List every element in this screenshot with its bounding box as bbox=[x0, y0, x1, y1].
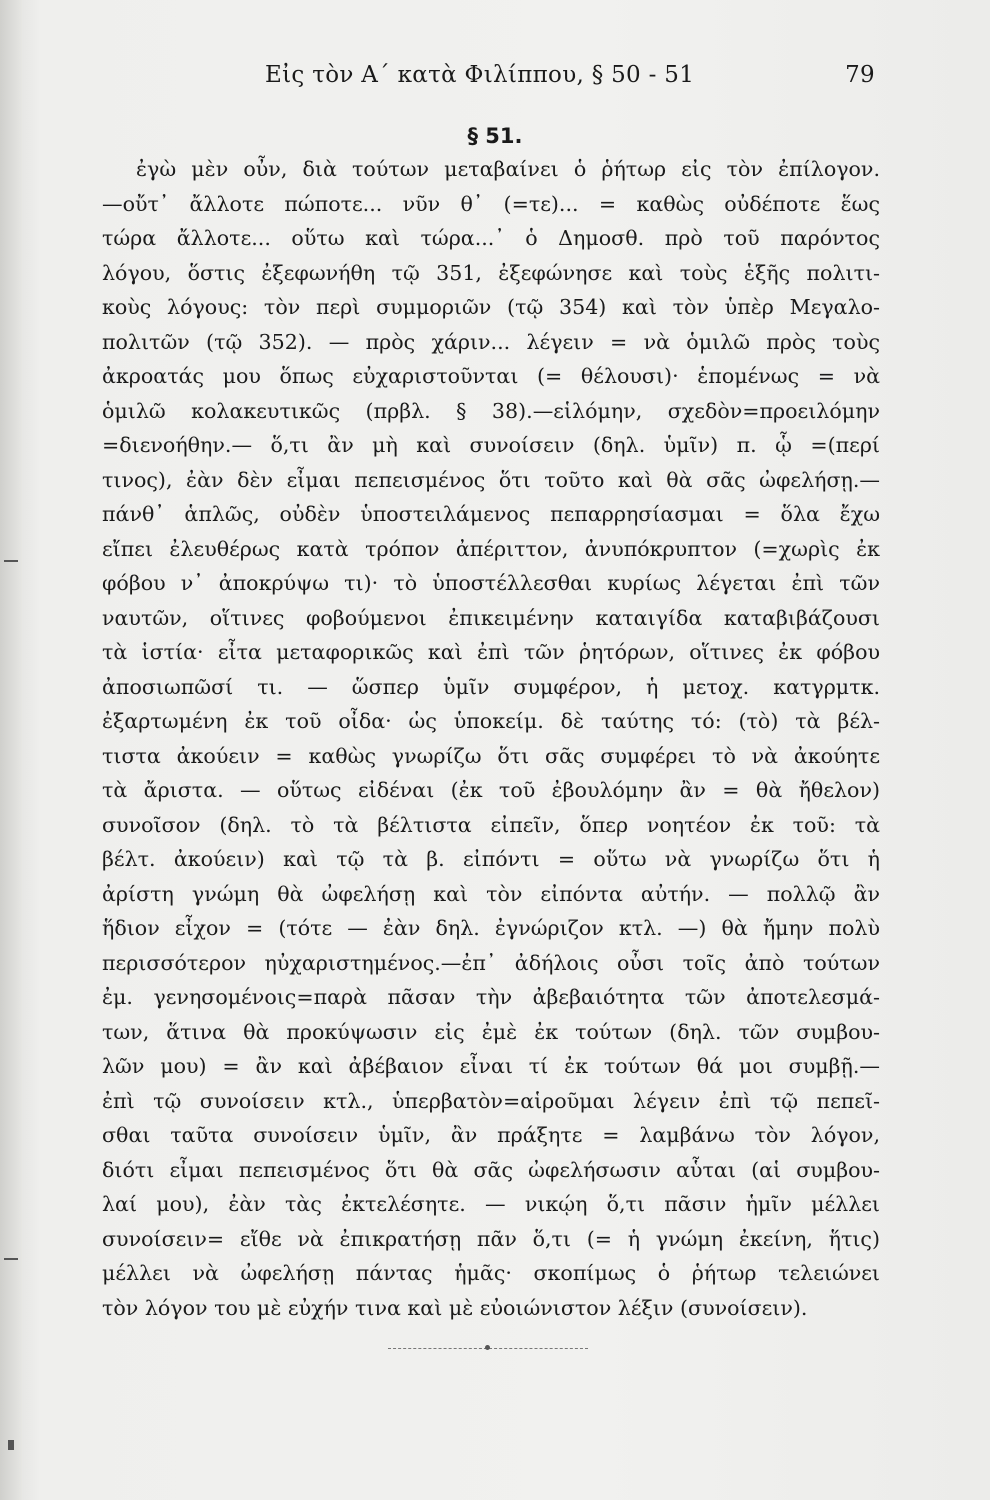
text-line: των, ἅτινα θὰ προκύψωσιν εἰς ἐμὲ ἐκ τούτων (δηλ. τῶν συμβου- bbox=[102, 1019, 880, 1044]
text-line: ἥδιον εἶχον = (τότε — ἐὰν δηλ. ἐγνώριζον κτλ. —) θὰ ἤμην πολὺ bbox=[102, 916, 880, 940]
text-line: ὁμιλῶ κολακευτικῶς (πρβλ. § 38).—εἱλόμην, σχεδὸν=προειλόμην bbox=[102, 398, 880, 423]
edge-mark bbox=[4, 560, 18, 562]
text-line: ἐμ. γενησομένοις=παρὰ πᾶσαν τὴν ἀβεβαιότητα τῶν ἀποτελεσμά- bbox=[102, 985, 880, 1009]
section-heading: § 51. bbox=[467, 124, 523, 148]
text-line: ἐγὼ μὲν οὖν, διὰ τούτων μεταβαίνει ὁ ῥήτωρ εἰς τὸν ἐπίλογον. bbox=[136, 157, 880, 181]
text-line: λῶν μου) = ἂν καὶ ἀβέβαιον εἶναι τί ἐκ τούτων θά μοι συμβῇ.— bbox=[102, 1054, 880, 1078]
text-line: τιστα ἀκούειν = καθὼς γνωρίζω ὅτι σᾶς συμφέρει τὸ νὰ ἀκούητε bbox=[102, 743, 880, 768]
text-line: ἐπὶ τῷ συνοίσειν κτλ., ὑπερβατὸν=αἱροῦμαι λέγειν ἐπὶ τῷ πεπεῖ- bbox=[102, 1088, 880, 1113]
text-line: εἴπει ἐλευθέρως κατὰ τρόπον ἀπέριττον, ἀνυπόκρυπτον (=χωρὶς ἐκ bbox=[102, 536, 880, 561]
text-line: διότι εἶμαι πεπεισμένος ὅτι θὰ σᾶς ὠφελήσωσιν αὗται (αἱ συμβου- bbox=[102, 1157, 880, 1182]
text-line: πάνθ᾽ ἁπλῶς, οὐδὲν ὑποστειλάμενος πεπαρρησίασμαι = ὅλα ἔχω bbox=[102, 502, 880, 526]
text-line: λαί μου), ἐὰν τὰς ἐκτελέσητε. — νικῴη ὅ,τι πᾶσιν ἡμῖν μέλλει bbox=[102, 1192, 880, 1216]
text-line: συνοίσειν= εἴθε νὰ ἐπικρατήσῃ πᾶν ὅ,τι (= ἡ γνώμη ἐκείνη, ἥτις) bbox=[102, 1226, 880, 1251]
edge-mark bbox=[8, 1440, 14, 1450]
text-line: βέλτ. ἀκούειν) καὶ τῷ τὰ β. εἰπόντι = οὕτω νὰ γνωρίζω ὅτι ἡ bbox=[102, 847, 880, 871]
text-line: κοὺς λόγους: τὸν περὶ συμμοριῶν (τῷ 354) καὶ τὸν ὑπὲρ Μεγαλο- bbox=[102, 295, 880, 319]
commentary-text bbox=[102, 152, 880, 1325]
header-title: Εἰς τὸν Α΄ κατὰ Φιλίππου, § 50 - 51 bbox=[265, 62, 695, 88]
text-line: ἀποσιωπῶσί τι. — ὥσπερ ὑμῖν συμφέρον, ἡ μετοχ. κατγρμτκ. bbox=[102, 674, 880, 699]
text-line: τὸν λόγον του μὲ εὐχήν τινα καὶ μὲ εὐοιώνιστον λέξιν (συνοίσειν). bbox=[102, 1295, 808, 1320]
text-line: —οὔτ᾽ ἄλλοτε πώποτε... νῦν θ᾽ (=τε)... = καθὼς οὐδέποτε ἕως bbox=[102, 191, 880, 216]
text-line: μέλλει νὰ ὠφελήσῃ πάντας ἡμᾶς· σκοπίμως ὁ ῥήτωρ τελειώνει bbox=[102, 1261, 880, 1285]
text-line: λόγου, ὅστις ἐξεφωνήθη τῷ 351, ἐξεφώνησε καὶ τοὺς ἑξῆς πολιτι- bbox=[102, 260, 880, 285]
text-line: συνοῖσον (δηλ. τὸ τὰ βέλτιστα εἰπεῖν, ὅπερ νοητέον ἐκ τοῦ: τὰ bbox=[102, 812, 880, 837]
page-binding-edge bbox=[0, 0, 22, 1500]
text-line: τώρα ἄλλοτε... οὕτω καὶ τώρα...᾽ ὁ Δημοσθ. πρὸ τοῦ παρόντος bbox=[102, 226, 880, 250]
page-number: 79 bbox=[845, 62, 875, 88]
text-line: τὰ ἱστία· εἶτα μεταφορικῶς καὶ ἐπὶ τῶν ῥητόρων, οἵτινες ἐκ φόβου bbox=[102, 640, 880, 664]
text-line: πολιτῶν (τῷ 352). — πρὸς χάριν... λέγειν = νὰ ὁμιλῶ πρὸς τοὺς bbox=[102, 329, 880, 354]
edge-mark bbox=[4, 1258, 18, 1260]
text-line: ναυτῶν, οἵτινες φοβούμενοι ἐπικειμένην καταιγίδα καταβιβάζουσι bbox=[102, 605, 880, 630]
text-line: ἐξαρτωμένη ἐκ τοῦ οἶδα· ὡς ὑποκείμ. δὲ ταύτης τό: (τὸ) τὰ βέλ- bbox=[102, 709, 880, 733]
text-line: σθαι ταῦτα συνοίσειν ὑμῖν, ἂν πράξητε = λαμβάνω τὸν λόγον, bbox=[102, 1123, 880, 1147]
running-header bbox=[265, 62, 875, 102]
text-line: ἀρίστη γνώμη θὰ ὠφελήσῃ καὶ τὸν εἰπόντα αὐτήν. — πολλῷ ἂν bbox=[102, 881, 880, 906]
text-line: ἀκροατάς μου ὅπως εὐχαριστοῦνται (= θέλουσι)· ἑπομένως = νὰ bbox=[102, 364, 880, 388]
text-line: περισσότερον ηὐχαριστημένος.—ἐπ᾽ ἀδήλοις οὖσι τοῖς ἀπὸ τούτων bbox=[102, 950, 880, 975]
text-line: φόβου ν᾽ ἀποκρύψω τι)· τὸ ὑποστέλλεσθαι κυρίως λέγεται ἐπὶ τῶν bbox=[102, 571, 880, 595]
text-line: =διενοήθην.— ὅ,τι ἂν μὴ καὶ συνοίσειν (δηλ. ὑμῖν) π. ᾧ =(περί bbox=[102, 433, 880, 457]
end-rule-ornament bbox=[485, 1345, 490, 1350]
text-line: τινος), ἐὰν δὲν εἶμαι πεπεισμένος ὅτι τοῦτο καὶ θὰ σᾶς ὠφελήσῃ.— bbox=[102, 467, 880, 492]
text-line: τὰ ἄριστα. — οὕτως εἰδέναι (ἐκ τοῦ ἐβουλόμην ἂν = θὰ ἤθελον) bbox=[102, 778, 880, 802]
